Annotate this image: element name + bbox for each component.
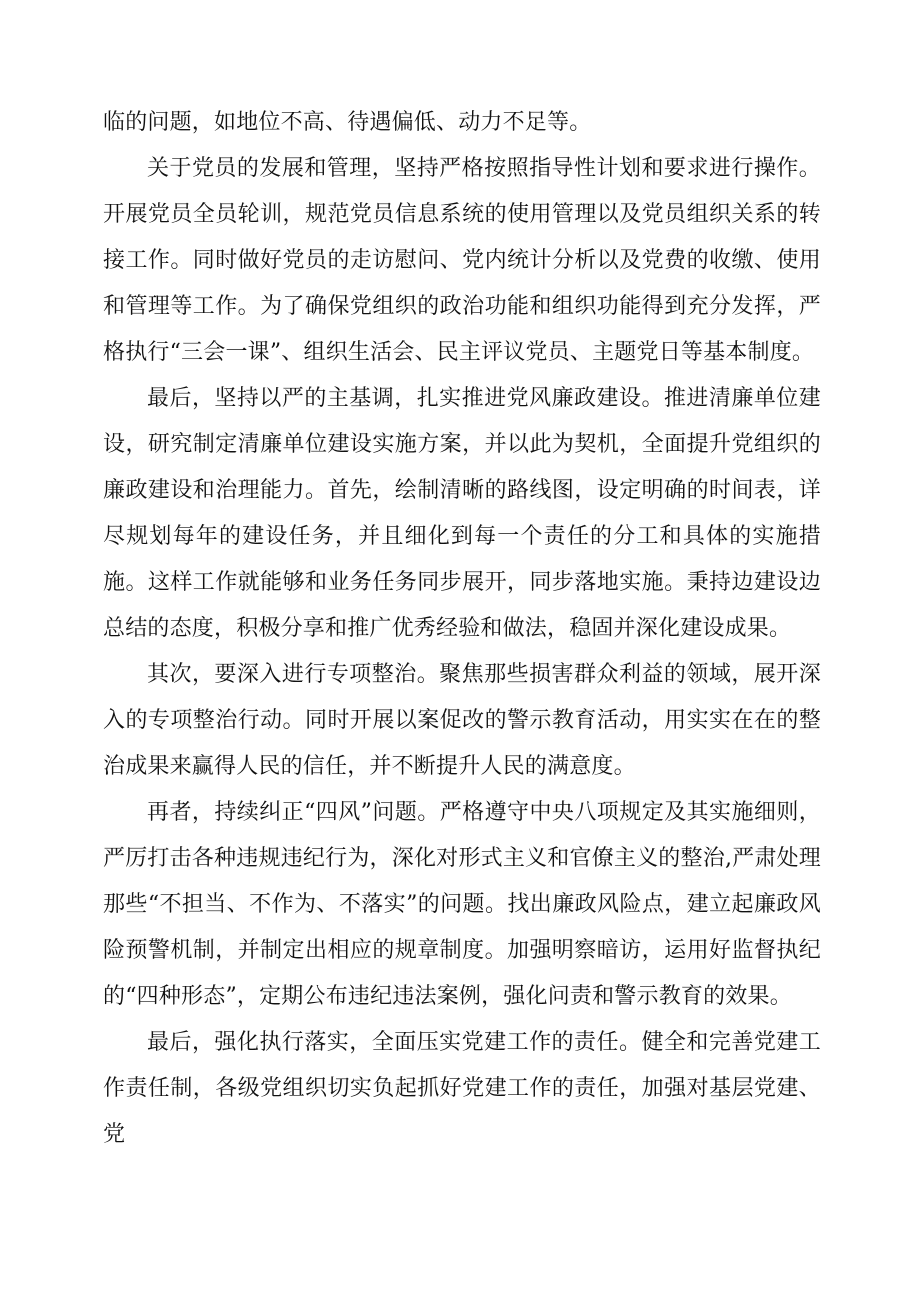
paragraph-continuation: 临的问题，如地位不高、待遇偏低、动力不足等。 xyxy=(103,110,592,135)
paragraph-special-rectification: 其次，要深入进行专项整治。聚焦那些损害群众利益的领域，展开深入的专项整治行动。同时开展以案促改的警示教育活动，用实实在在的整治成果来赢得人民的信任，并不断提升人民的满意度。 xyxy=(103,662,821,779)
paragraph-party-member-management: 关于党员的发展和管理，坚持严格按照指导性计划和要求进行操作。开展党员全员轮训，规范党员信息系统的使用管理以及党员组织关系的转接工作。同时做好党员的走访慰问、党内统计分析以及党费的收缴、使用和管理等工作。为了确保党组织的政治功能和组织功能得到充分发挥，严格执行“三会一课”、组织生活会、民主评议党员、主题党日等基本制度。 xyxy=(103,156,821,365)
document-body xyxy=(103,100,821,1158)
paragraph-clean-governance: 最后，坚持以严的主基调，扎实推进党风廉政建设。推进清廉单位建设，研究制定清廉单位建设实施方案，并以此为契机，全面提升党组织的廉政建设和治理能力。首先，绘制清晰的路线图，设定明确的时间表，详尽规划每年的建设任务，并且细化到每一个责任的分工和具体的实施措施。这样工作就能够和业务任务同步展开，同步落地实施。秉持边建设边总结的态度，积极分享和推广优秀经验和做法，稳固并深化建设成果。 xyxy=(103,386,821,641)
paragraph-responsibility: 最后，强化执行落实，全面压实党建工作的责任。健全和完善党建工作责任制，各级党组织切实负起抓好党建工作的责任，加强对基层党建、党 xyxy=(103,1030,821,1147)
paragraph-four-winds: 再者，持续纠正“四风”问题。严格遵守中央八项规定及其实施细则，严厉打击各种违规违纪行为，深化对形式主义和官僚主义的整治,严肃处理那些“不担当、不作为、不落实”的问题。找出廉政风险点，建立起廉政风险预警机制，并制定出相应的规章制度。加强明察暗访，运用好监督执纪的“四种形态”，定期公布违纪违法案例，强化问责和警示教育的效果。 xyxy=(103,800,821,1009)
